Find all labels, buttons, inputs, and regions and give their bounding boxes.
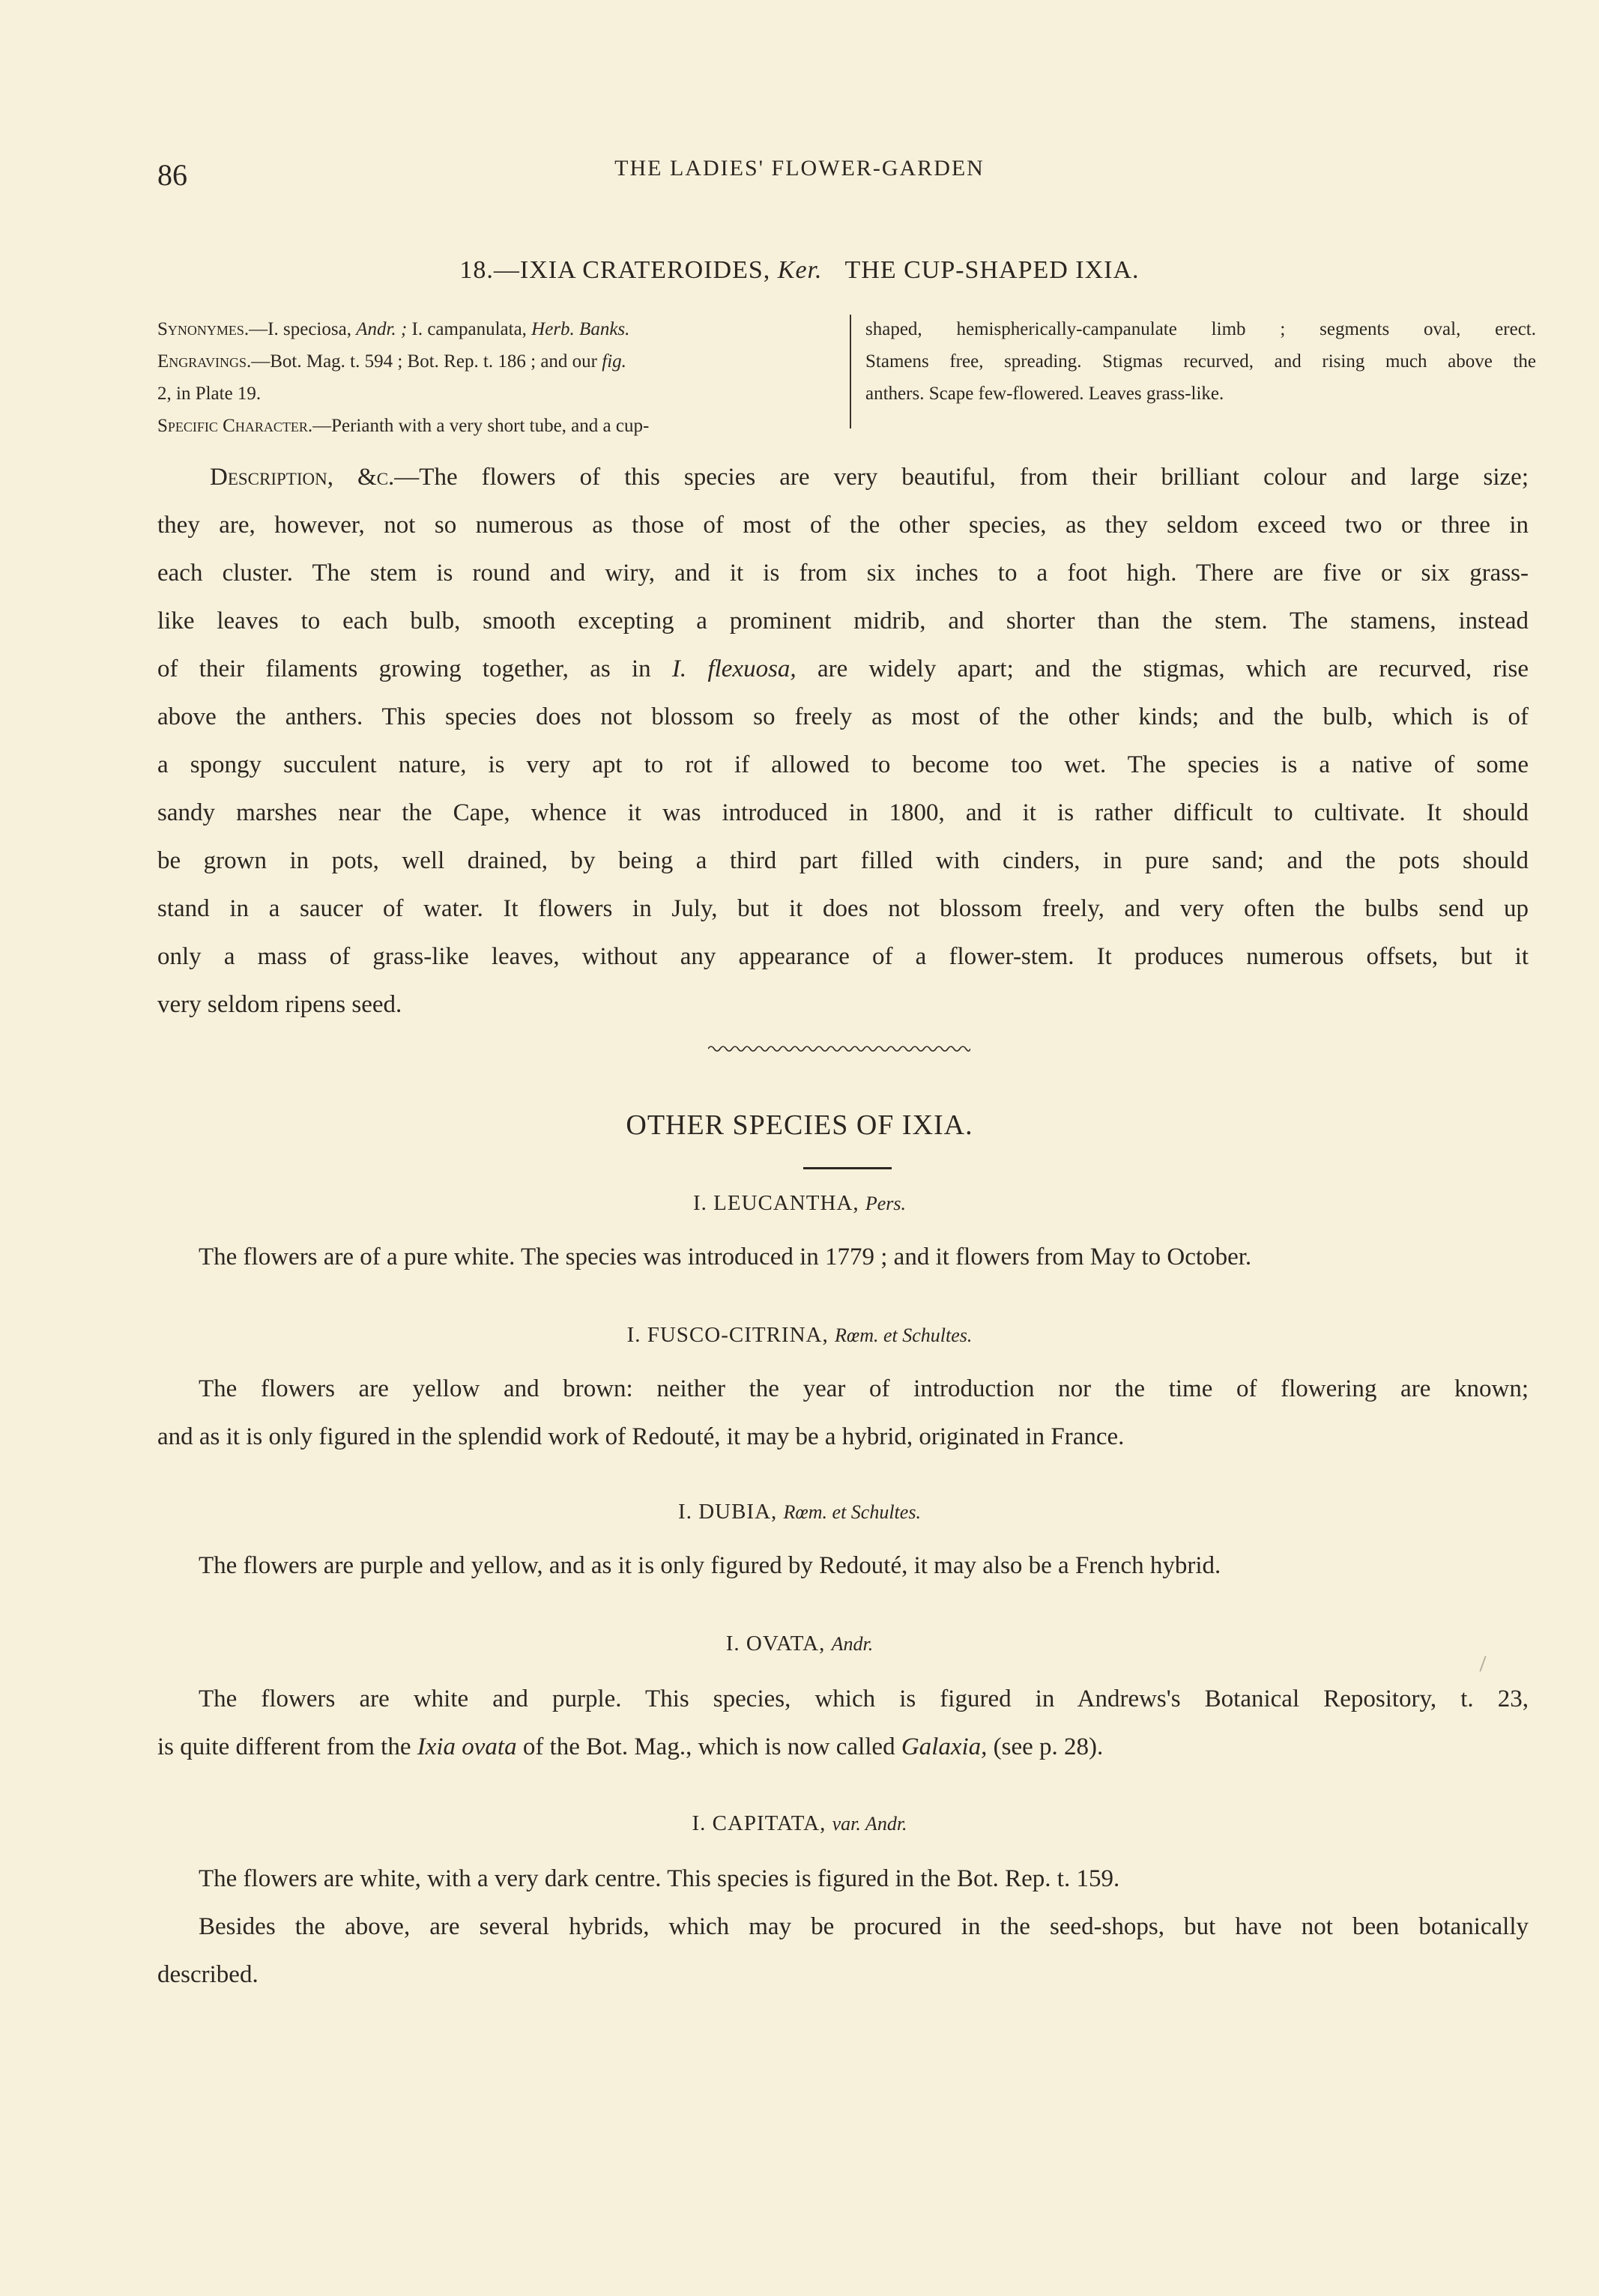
species-text-line: The flowers are white and purple. This species, which is figured in Andrews's Botanical Repository, t. 23,: [199, 1685, 1529, 1712]
description-line: be grown in pots, well drained, by being a third part filled with cinders, in pure sand; and the pots should: [157, 847, 1529, 874]
heading-rule: [803, 1167, 892, 1169]
description-line: each cluster. The stem is round and wiry, and it is from six inches to a foot high. There are five or six grass-: [157, 560, 1529, 587]
species-author: Ker.: [777, 256, 823, 284]
specific-character-label: Specific Character.: [157, 416, 313, 436]
species-text-line: The flowers are yellow and brown: neither the year of introduction nor the time of flowering are known;: [199, 1375, 1529, 1402]
species-common-name: THE CUP-SHAPED IXIA.: [844, 256, 1140, 284]
specific-character-right-line: Stamens free, spreading. Stigmas recurved, and rising much above the: [865, 351, 1536, 372]
specific-character-right-line: shaped, hemispherically-campanulate limb ; segments oval, erect.: [865, 319, 1536, 339]
description-line: like leaves to each bulb, smooth excepting a prominent midrib, and shorter than the stem. The stamens, instead: [157, 608, 1529, 634]
species-heading: I. LEUCANTHA, Pers.: [692, 1191, 907, 1215]
description-line: very seldom ripens seed.: [157, 991, 402, 1018]
species-text-line: is quite different from the Ixia ovata of the Bot. Mag., which is now called Galaxia, (see p. 28).: [157, 1733, 1104, 1760]
engravings-cont: 2, in Plate 19.: [157, 384, 262, 404]
description-line: Description, &c.—The flowers of this species are very beautiful, from their brilliant colour and large size;: [210, 464, 1529, 491]
species-title: [0, 256, 1599, 285]
specific-character-text: —Perianth with a very short tube, and a cup-: [312, 416, 650, 436]
species-text: [157, 1542, 1529, 1590]
synonyms-block: [157, 313, 828, 442]
specific-character-continued: [865, 313, 1536, 410]
species-number: 18.: [459, 256, 494, 284]
description-line: of their filaments growing together, as in I. flexuosa, are widely apart; and the stigmas, which are recurved, rise: [157, 655, 1529, 682]
description-line: sandy marshes near the Cape, whence it was introduced in 1800, and it is rather difficult to cultivate. It should: [157, 799, 1529, 826]
species-text-line: and as it is only figured in the splendid work of Redouté, it may be a hybrid, originated in France.: [157, 1423, 1125, 1450]
description-line: a spongy succulent nature, is very apt to rot if allowed to become too wet. The species is a native of some: [157, 751, 1529, 778]
species-heading: I. OVATA, Andr.: [725, 1632, 874, 1656]
species-text: [157, 1675, 1529, 1771]
species-text: [157, 1855, 1529, 1999]
description-line: only a mass of grass-like leaves, without any appearance of a flower-stem. It produces numerous offsets, but it: [157, 943, 1529, 970]
engravings-line: [157, 345, 828, 378]
species-heading: I. CAPITATA, var. Andr.: [692, 1811, 907, 1835]
species-text-line: The flowers are of a pure white. The species was introduced in 1779 ; and it flowers from May to October.: [199, 1244, 1252, 1270]
species-heading: I. DUBIA, Rœm. et Schultes.: [678, 1500, 921, 1524]
species-text: [157, 1365, 1529, 1461]
description-label: Description, &c.: [210, 464, 395, 491]
specific-character-line: [157, 410, 828, 442]
species-text-line: The flowers are purple and yellow, and as it is only figured by Redouté, it may also be a French hybrid.: [199, 1552, 1221, 1579]
stray-mark: [1479, 1656, 1486, 1671]
column-divider: [850, 315, 851, 428]
synonyms-text2: I. campanulata,: [407, 319, 527, 339]
species-text-line: Besides the above, are several hybrids, which may be procured in the seed-shops, but have not been botanically: [199, 1913, 1529, 1940]
synonyms-author2: Herb. Banks.: [531, 319, 630, 339]
description-line: stand in a saucer of water. It flowers in July, but it does not blossom freely, and very often the bulbs send up: [157, 895, 1529, 922]
page-number: 86: [157, 158, 187, 192]
species-text: [157, 1233, 1529, 1281]
species-name: IXIA CRATEROIDES,: [519, 256, 771, 284]
engravings-text: —Bot. Mag. t. 594 ; Bot. Rep. t. 186 ; and our: [251, 351, 598, 372]
description-line: above the anthers. This species does not blossom so freely as most of the other kinds; and the bulb, which is of: [157, 703, 1529, 730]
species-text-line: described.: [157, 1961, 259, 1988]
species-heading: I. FUSCO-CITRINA, Rœm. et Schultes.: [626, 1323, 973, 1347]
synonyms-text1: —I. speciosa,: [249, 319, 351, 339]
species-dash: —: [493, 256, 520, 284]
species-text-line: The flowers are white, with a very dark centre. This species is figured in the Bot. Rep. t. 159.: [199, 1865, 1120, 1892]
synonyms-label: Synonymes.: [157, 319, 250, 339]
synonyms-line: [157, 313, 828, 345]
other-species-heading: OTHER SPECIES OF IXIA.: [626, 1109, 973, 1141]
wavy-ornament-divider: [708, 1044, 970, 1054]
running-head: THE LADIES' FLOWER-GARDEN: [614, 156, 985, 181]
description-paragraph: [157, 453, 1529, 1029]
engravings-label: Engravings.: [157, 351, 252, 372]
synonyms-author1: Andr. ;: [356, 319, 408, 339]
engravings-fig: fig.: [602, 351, 626, 372]
specific-character-right-line: anthers. Scape few-flowered. Leaves grass-like.: [865, 384, 1224, 404]
description-line: they are, however, not so numerous as those of most of the other species, as they seldom exceed two or three in: [157, 512, 1529, 539]
